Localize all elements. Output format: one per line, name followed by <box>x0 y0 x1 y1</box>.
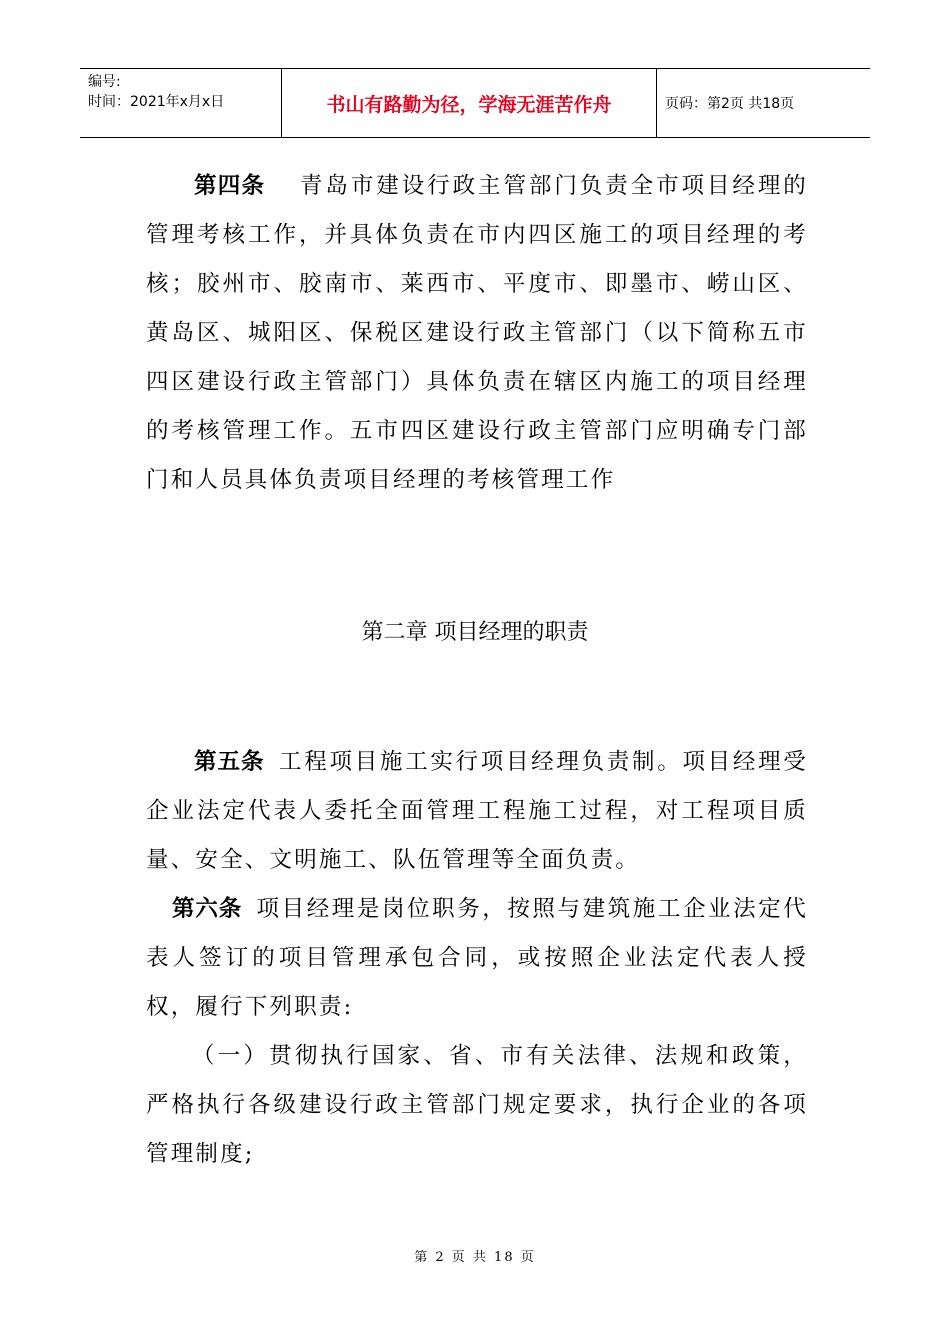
document-body-2 <box>146 738 808 1179</box>
article-4-label: 第四条 <box>194 173 266 199</box>
item-1 <box>146 1032 808 1179</box>
page-header <box>80 68 870 138</box>
document-body <box>146 162 808 505</box>
article-6 <box>146 885 808 1032</box>
chapter-title: 第二章 项目经理的职责 <box>361 620 589 645</box>
article-5 <box>146 738 808 885</box>
header-page-info: 页码：第2页 共18页 <box>665 96 795 112</box>
number-label: 编号: <box>88 74 121 90</box>
article-4-text: 青岛市建设行政主管部门负责全市项目经理的管理考核工作，并具体负责在市内四区施工的项目经理的考核；胶州市、胶南市、莱西市、平度市、即墨市、崂山区、黄岛区、城阳区、保税区建设行政主管部门（以下简称五市四区建设行政主管部门）具体负责在辖区内施工的项目经理的考核管理工作。五市四区建设行政主管部门应明确专门部门和人员具体负责项目经理的考核管理工作 <box>146 173 808 493</box>
header-motto: 书山有路勤为径，学海无涯苦作舟 <box>282 69 657 137</box>
article-5-label: 第五条 <box>194 749 265 775</box>
item-1-text: （一）贯彻执行国家、省、市有关法律、法规和政策，严格执行各级建设行政主管部门规定要求，执行企业的各项管理制度; <box>146 1043 808 1167</box>
page-footer: 第 2 页 共 18 页 <box>414 1250 536 1265</box>
article-5-text: 工程项目施工实行项目经理负责制。项目经理受企业法定代表人委托全面管理工程施工过程，对工程项目质量、安全、文明施工、队伍管理等全面负责。 <box>146 749 808 873</box>
time-label: 时间：2021年x月x日 <box>88 94 225 110</box>
article-6-label: 第六条 <box>172 896 243 922</box>
header-meta <box>80 69 282 137</box>
article-4 <box>146 162 808 505</box>
article-6-text: 项目经理是岗位职务，按照与建筑施工企业法定代表人签订的项目管理承包合同，或按照企业法定代表人授权，履行下列职责: <box>146 896 808 1020</box>
